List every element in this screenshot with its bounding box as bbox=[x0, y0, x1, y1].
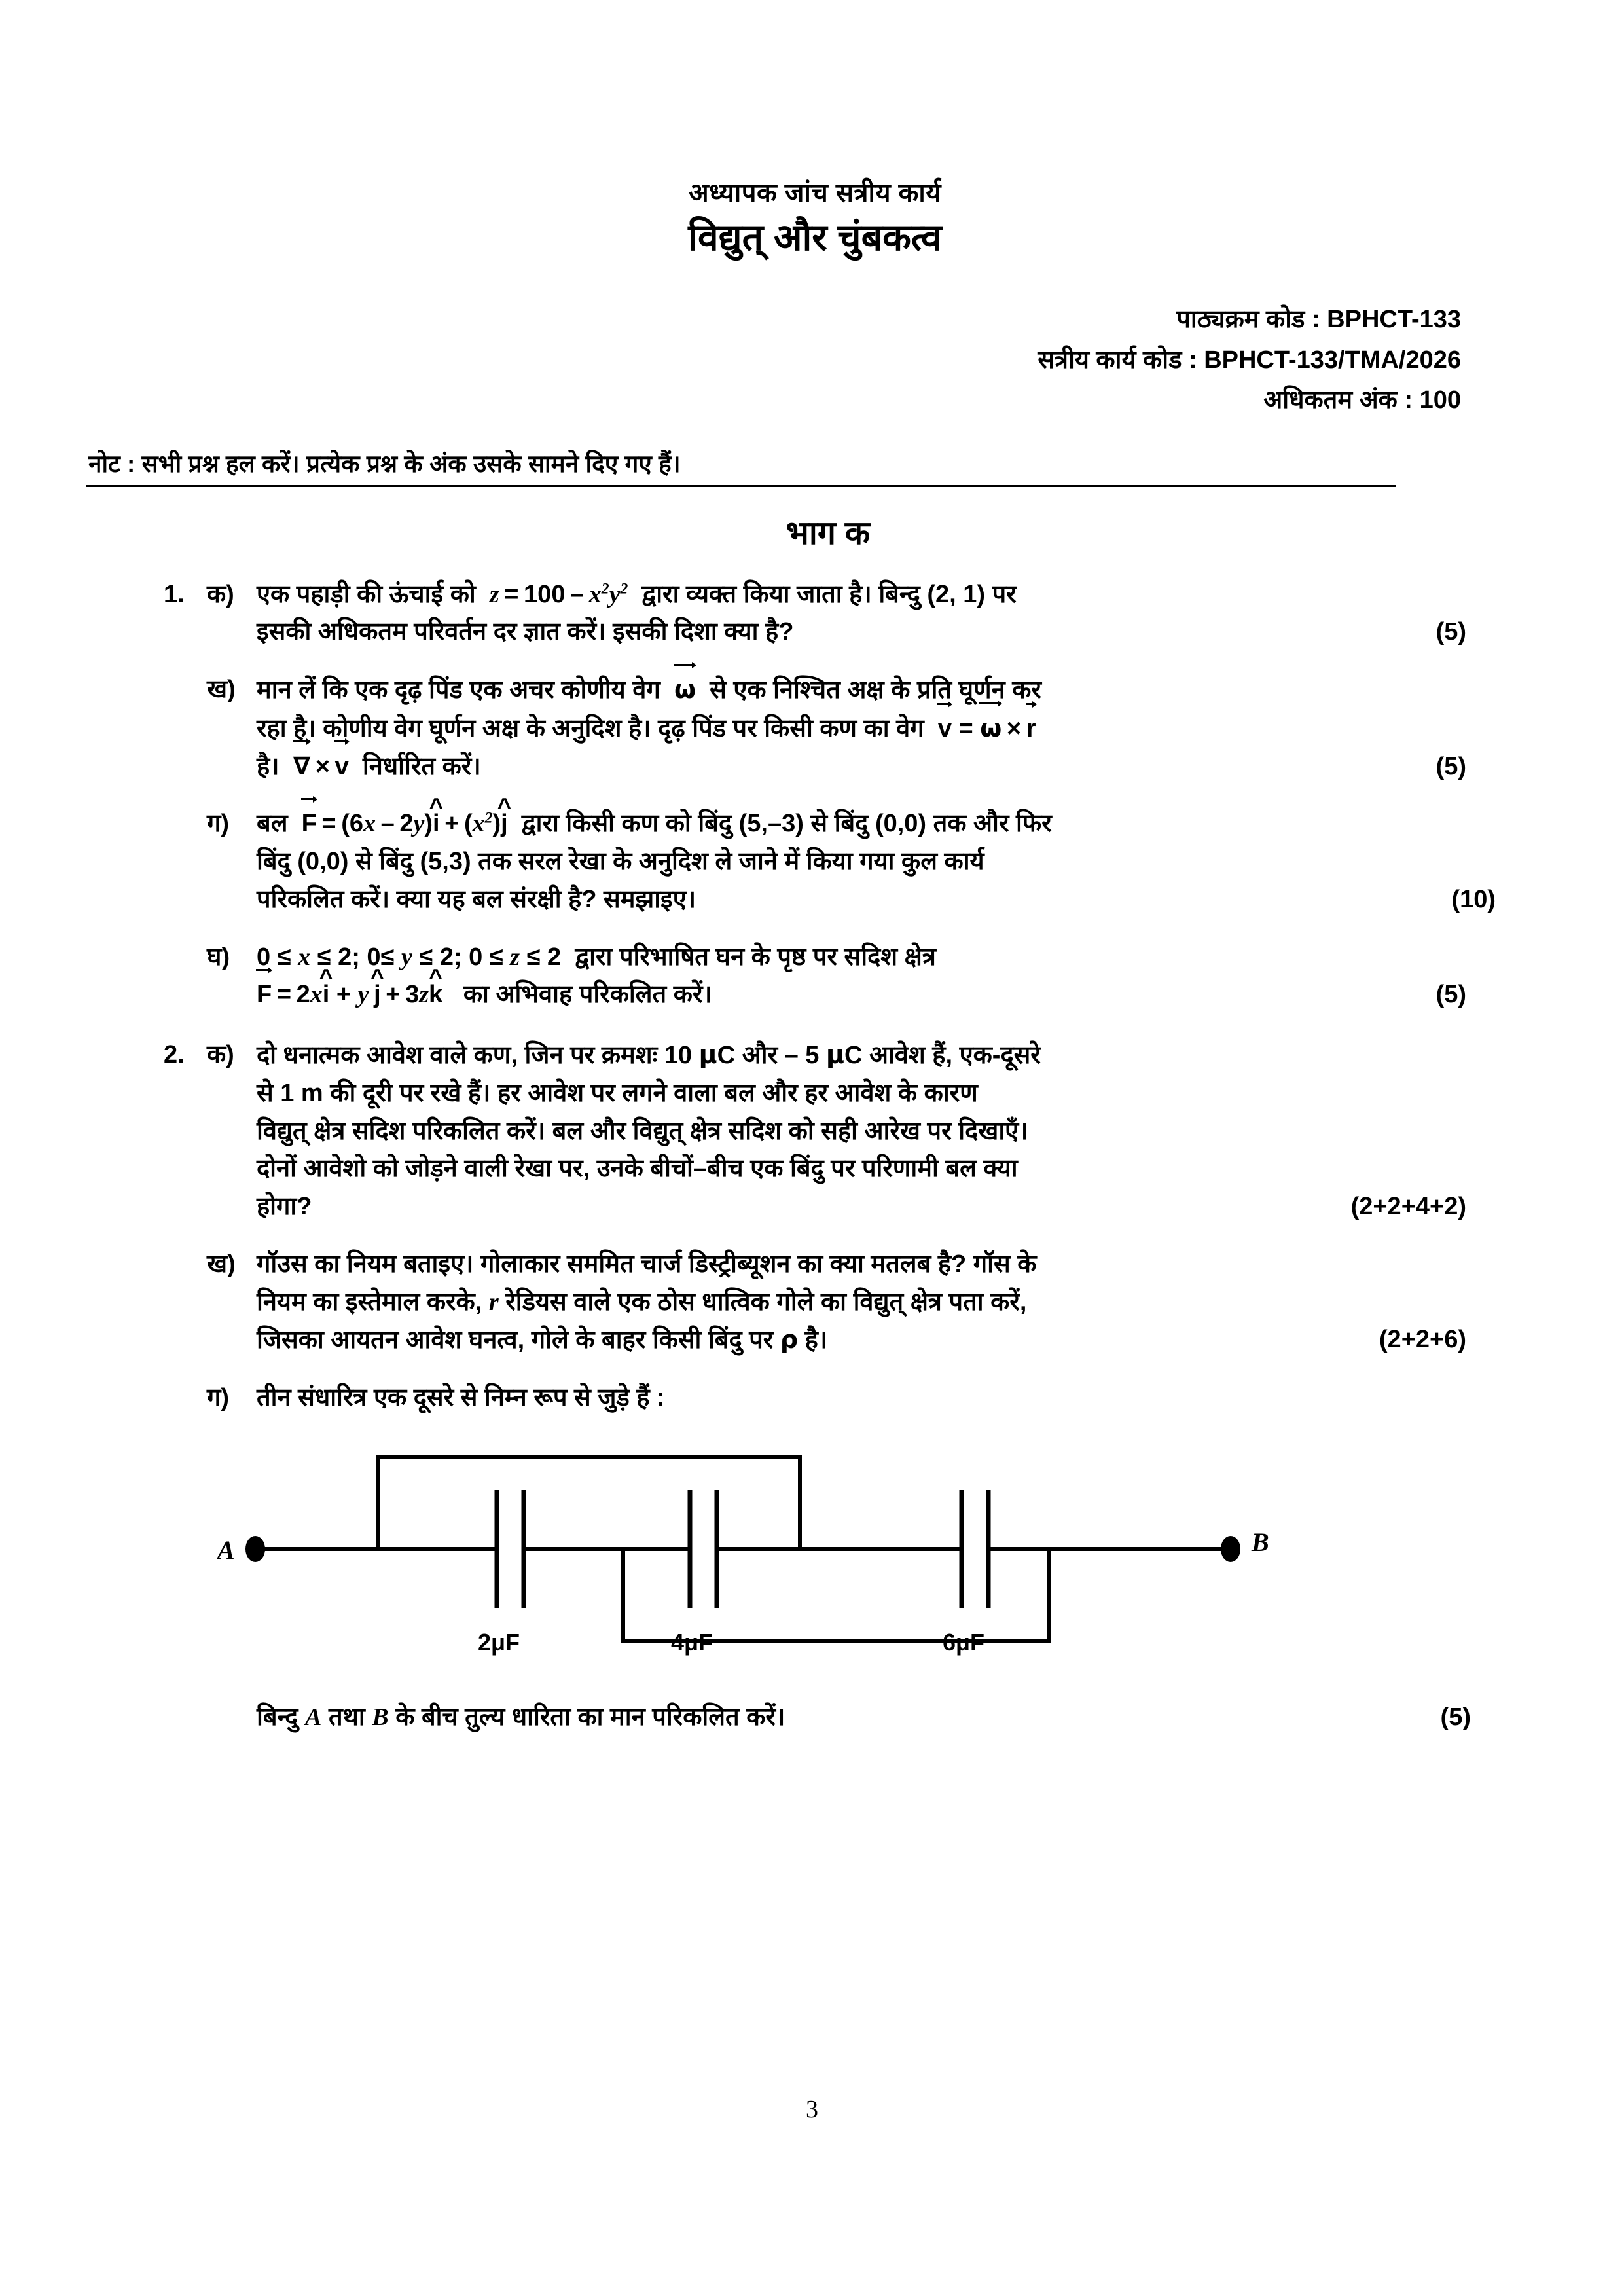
part-marks: (2+2+4+2) bbox=[1350, 1193, 1466, 1221]
math-cube-bounds: 0 ≤ x ≤ 2; 0≤ y ≤ 2; 0 ≤ z ≤ 2 bbox=[257, 943, 568, 971]
part-marks bbox=[1339, 613, 1466, 651]
part-letter: ख) bbox=[207, 1250, 236, 1278]
text-segment: होगा? bbox=[257, 1193, 312, 1221]
caption-suffix: के बीच तुल्य धारिता का मान परिकलित करें। bbox=[388, 1703, 785, 1731]
text-segment: C और – 5 bbox=[717, 1042, 826, 1070]
text-segment: एक पहाड़ी की ऊंचाई को bbox=[257, 580, 476, 608]
radius-symbol: r bbox=[488, 1288, 499, 1316]
part-letter: क) bbox=[207, 580, 234, 608]
mu-symbol: μ bbox=[825, 1040, 844, 1070]
node-a-ref: A bbox=[305, 1703, 322, 1731]
caption-prefix: बिन्दु bbox=[257, 1703, 306, 1731]
text-segment: दो धनात्मक आवेश वाले कण, जिन पर क्रमशः 10 bbox=[257, 1042, 699, 1070]
node-b-label: B bbox=[1252, 1527, 1269, 1557]
part-line-1 bbox=[257, 671, 1339, 710]
part-line-1: तीन संधारित्र एक दूसरे से निम्न रूप से जुड़े हैं : bbox=[257, 1384, 665, 1412]
part-heading: भाग क bbox=[785, 514, 871, 551]
question-number: 2. bbox=[164, 1041, 185, 1069]
assignment-code-row bbox=[164, 340, 1461, 381]
math-force-equation: F = (6x – 2y)i ^ + $(x^2)j$ ^ bbox=[295, 810, 514, 837]
text-segment: द्वारा व्यक्त किया जाता है। बिन्दु (2, 1) पर bbox=[641, 580, 1017, 608]
question-1-part-c bbox=[164, 805, 1496, 919]
capacitor-1-label: 2μF bbox=[478, 1628, 520, 1656]
part-line-3 bbox=[257, 748, 1466, 786]
capacitor-3-label: 6μF bbox=[943, 1628, 985, 1656]
assignment-type-title: अध्यापक जांच सत्रीय कार्य bbox=[689, 179, 941, 208]
part-letter: ग) bbox=[207, 1384, 230, 1412]
part-letter: क) bbox=[207, 1041, 234, 1069]
capacitor-2-label: 4μF bbox=[671, 1628, 713, 1656]
course-code-value: BPHCT-133 bbox=[1327, 306, 1461, 334]
part-marks: (2+2+6) bbox=[1379, 1326, 1466, 1354]
part-body bbox=[257, 1246, 1466, 1360]
text-segment: बल bbox=[257, 810, 288, 838]
part-line-1 bbox=[257, 805, 1339, 843]
question-1-part-a bbox=[164, 576, 1466, 652]
part-body bbox=[257, 805, 1496, 919]
math-vector-field: F = 2xi ^ + y j ^ + 3zk ^ bbox=[257, 981, 456, 1008]
marks-value: (5) bbox=[1435, 618, 1466, 646]
question-2 bbox=[164, 1036, 1471, 1737]
text-segment: निर्धारित करें। bbox=[362, 752, 481, 780]
part-letter: ख) bbox=[207, 676, 236, 704]
text-segment: रेडियस वाले एक ठोस धात्विक गोले का विद्युत् क्षेत्र पता करें, bbox=[498, 1288, 1027, 1316]
text-segment: जिसका आयतन आवेश घनत्व, गोले के बाहर किसी बिंदु पर bbox=[257, 1326, 780, 1355]
question-2-part-a bbox=[164, 1036, 1466, 1226]
question-2-part-b bbox=[164, 1246, 1466, 1360]
page-title: विद्युत् और चुंबकत्व bbox=[688, 217, 942, 259]
course-code-row bbox=[164, 300, 1461, 340]
rho-symbol: ρ bbox=[780, 1325, 799, 1355]
part-line-1 bbox=[257, 576, 1339, 614]
text-segment: मान लें कि एक दृढ़ पिंड एक अचर कोणीय वेग bbox=[257, 676, 660, 704]
part-line-2: से 1 m की दूरी पर रखे हैं। हर आवेश पर लगने वाला बल और हर आवेश के कारण bbox=[257, 1079, 978, 1107]
question-2-part-c bbox=[164, 1379, 1471, 1737]
assignment-code-label: सत्रीय कार्य कोड : bbox=[1038, 346, 1204, 374]
part-line-2 bbox=[257, 710, 1339, 748]
terminal-dot-a bbox=[245, 1536, 265, 1562]
part-marks: (5) bbox=[1435, 981, 1466, 1009]
part-line-3 bbox=[257, 1321, 1466, 1360]
part-line-1 bbox=[257, 939, 1339, 977]
text-segment: रहा है। कोणीय वेग घूर्णन अक्ष के अनुदिश है। दृढ़ पिंड पर किसी कण का वेग bbox=[257, 714, 924, 742]
part-letter: ग) bbox=[207, 810, 230, 838]
terminal-dot-b bbox=[1221, 1536, 1240, 1562]
text-segment: C आवेश हैं, एक-दूसरे bbox=[844, 1042, 1041, 1070]
instructions-note: नोट : सभी प्रश्न हल करें। प्रत्येक प्रश्न के अंक उसके सामने दिए गए हैं। bbox=[88, 450, 681, 477]
question-1-part-b bbox=[164, 671, 1466, 786]
page-number: 3 bbox=[806, 2096, 818, 2123]
text-segment: द्वारा किसी कण को बिंदु (5,–3) से बिंदु (0,0) तक और फिर bbox=[521, 810, 1052, 838]
question-number: 1. bbox=[164, 580, 185, 608]
circuit-svg bbox=[217, 1434, 1343, 1657]
text-segment: परिकलित करें। क्या यह बल संरक्षी है? समझाइए। bbox=[257, 885, 696, 913]
page-content bbox=[88, 0, 1496, 1737]
part-line-2: इसकी अधिकतम परिवर्तन दर ज्ञात करें। इसकी दिशा क्या है? bbox=[257, 618, 794, 646]
node-b-ref: B bbox=[372, 1703, 389, 1731]
part-line-1 bbox=[257, 1036, 1309, 1075]
node-a-label: A bbox=[217, 1535, 235, 1565]
text-segment: है। bbox=[798, 1326, 828, 1355]
part-marks: (10) bbox=[1451, 885, 1496, 913]
part-marks: (5) bbox=[1440, 1703, 1471, 1731]
caption-mid: तथा bbox=[321, 1703, 372, 1731]
text-segment: नियम का इस्तेमाल करके, bbox=[257, 1288, 489, 1316]
part-body bbox=[257, 939, 1466, 1015]
part-line-2 bbox=[257, 1284, 1309, 1322]
question-1 bbox=[164, 576, 1496, 1015]
part-line-4: दोनों आवेशो को जोड़ने वाली रेखा पर, उनके बीचों–बीच एक बिंदु पर परिणामी बल क्या bbox=[257, 1155, 1018, 1183]
part-body bbox=[257, 1036, 1466, 1226]
assignment-code-value: BPHCT-133/TMA/2026 bbox=[1204, 346, 1461, 374]
page-footer bbox=[0, 2095, 1624, 2124]
text-segment: है। bbox=[257, 752, 280, 780]
header-divider bbox=[86, 485, 1396, 487]
max-marks-label: अधिकतम अंक : bbox=[1263, 386, 1420, 414]
math-height-equation: $z = 100 - x^2y^2$ bbox=[489, 580, 628, 608]
part-marks: (5) bbox=[1435, 752, 1466, 780]
max-marks-value: 100 bbox=[1419, 386, 1461, 414]
text-segment: का अभिवाह परिकलित करें। bbox=[463, 981, 712, 1009]
course-meta-block bbox=[164, 300, 1466, 421]
course-code-label: पाठ्यक्रम कोड : bbox=[1176, 306, 1327, 334]
part-line-1: गॉउस का नियम बताइए। गोलाकार सममित चार्ज डिस्ट्रीब्यूशन का क्या मतलब है? गॉस के bbox=[257, 1250, 1037, 1278]
document-header bbox=[164, 0, 1466, 262]
text-segment: से एक निश्चित अक्ष के प्रति घूर्णन कर bbox=[710, 676, 1041, 704]
capacitor-circuit-diagram bbox=[217, 1434, 1343, 1657]
text-segment: द्वारा परिभाषित घन के पृष्ठ पर सदिश क्षेत्र bbox=[575, 943, 936, 971]
question-1-part-d bbox=[164, 939, 1466, 1015]
part-line-2: बिंदु (0,0) से बिंदु (5,3) तक सरल रेखा के अनुदिश ले जाने में किया गया कुल कार्य bbox=[257, 848, 984, 876]
part-body bbox=[257, 576, 1339, 652]
mu-symbol: μ bbox=[698, 1040, 717, 1070]
math-velocity-equation: v = ω × r bbox=[931, 715, 1036, 742]
part-line-3: विद्युत् क्षेत्र सदिश परिकलित करें। बल और विद्युत् क्षेत्र सदिश को सही आरेख पर दिखाएँ। bbox=[257, 1117, 1028, 1145]
math-curl-v: ∇ × v bbox=[286, 753, 355, 780]
part-letter: घ) bbox=[207, 943, 230, 971]
part-line-2 bbox=[257, 976, 1466, 1014]
part-caption-line bbox=[257, 1699, 1471, 1737]
max-marks-row bbox=[164, 380, 1461, 421]
part-line-5 bbox=[257, 1188, 1466, 1226]
part-body bbox=[257, 671, 1466, 786]
math-omega-vector: ω bbox=[667, 676, 702, 704]
part-body bbox=[217, 1379, 1471, 1737]
part-line-3 bbox=[257, 881, 1496, 919]
